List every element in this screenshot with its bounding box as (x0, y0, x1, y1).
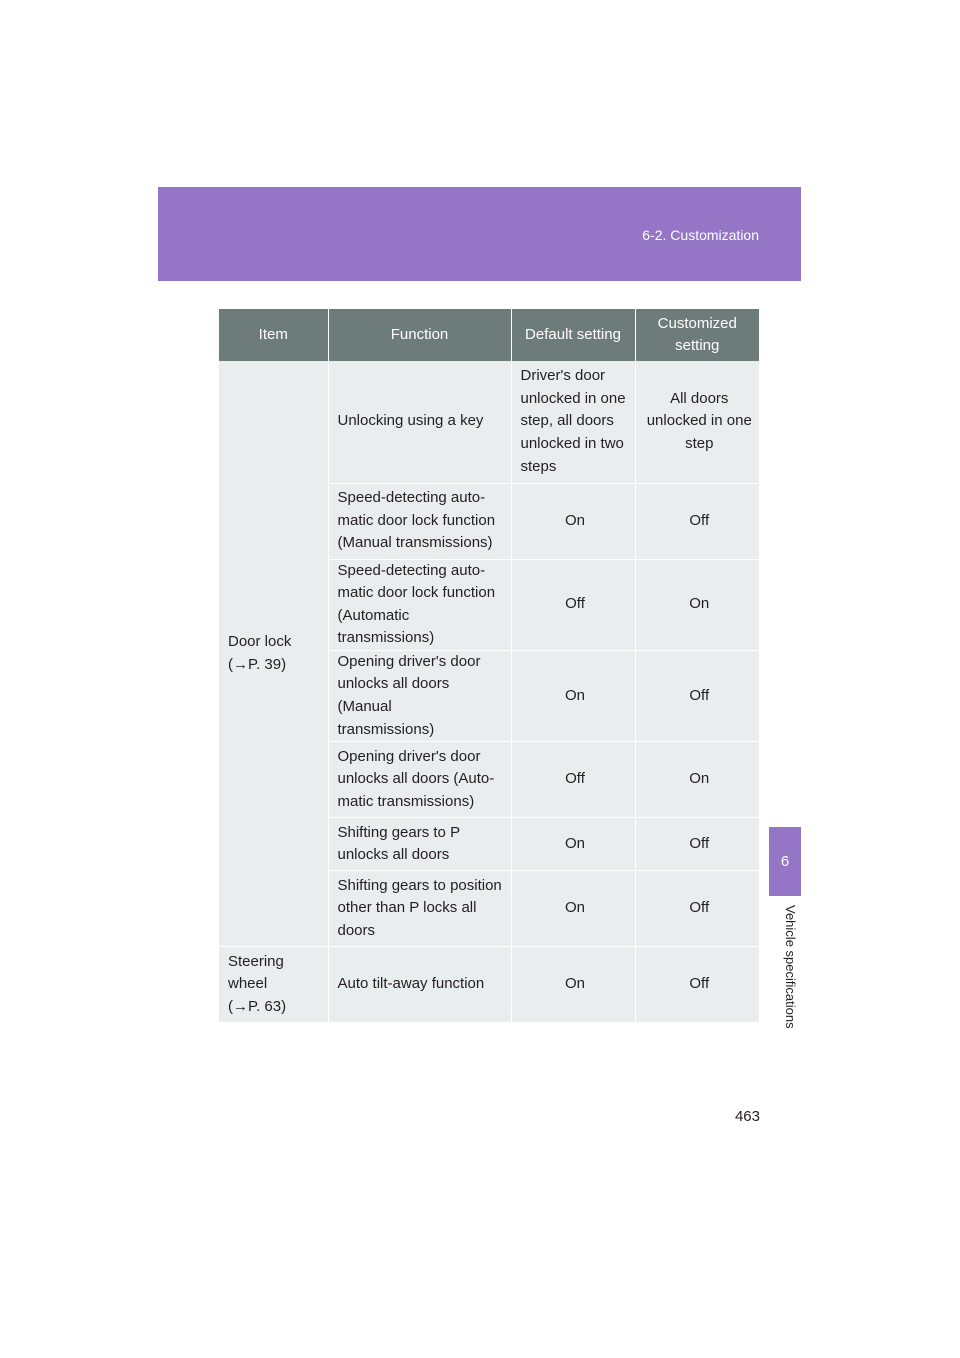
default-cell: Off (511, 742, 635, 818)
customization-table (219, 309, 759, 1023)
item-cell-door-lock: Door lock (→P. 39) (219, 361, 328, 947)
default-cell: On (511, 818, 635, 871)
customized-cell: All doors unlocked in one step (635, 361, 759, 483)
table-header-row (219, 309, 759, 361)
customized-cell: Off (635, 483, 759, 559)
function-cell: Shifting gears to P unlocks all doors (328, 818, 511, 871)
column-header-default: Default setting (511, 309, 635, 361)
customized-cell: On (635, 559, 759, 650)
function-cell: Unlocking using a key (328, 361, 511, 483)
column-header-item: Item (219, 309, 328, 361)
customized-cell: Off (635, 650, 759, 741)
section-title: 6-2. Customization (642, 227, 759, 243)
function-cell: Speed-detecting auto- matic door lock function (Automatic transmissions) (328, 559, 511, 650)
table-row (219, 947, 759, 1023)
chapter-tab-label: Vehicle specifications (783, 905, 798, 1029)
chapter-tab-number: 6 (780, 853, 790, 870)
default-cell: On (511, 650, 635, 741)
customized-cell: On (635, 742, 759, 818)
default-cell: On (511, 947, 635, 1023)
function-cell: Shifting gears to position other than P locks all doors (328, 871, 511, 947)
default-cell: On (511, 483, 635, 559)
default-cell: On (511, 871, 635, 947)
customized-cell: Off (635, 947, 759, 1023)
function-cell: Speed-detecting auto- matic door lock function (Manual transmissions) (328, 483, 511, 559)
table-row (219, 361, 759, 483)
customized-cell: Off (635, 871, 759, 947)
item-cell-steering-wheel: Steering wheel (→P. 63) (219, 947, 328, 1023)
default-cell: Driver's door unlocked in one step, all doors unlocked in two steps (511, 361, 635, 483)
default-cell: Off (511, 559, 635, 650)
header-band (158, 187, 801, 281)
customized-cell: Off (635, 818, 759, 871)
column-header-customized: Customized setting (635, 309, 759, 361)
chapter-tab (769, 827, 801, 896)
function-cell: Opening driver's door unlocks all doors (Auto- matic transmissions) (328, 742, 511, 818)
function-cell: Auto tilt-away function (328, 947, 511, 1023)
column-header-function: Function (328, 309, 511, 361)
function-cell: Opening driver's door unlocks all doors (Manual transmissions) (328, 650, 511, 741)
page-number: 463 (734, 1108, 760, 1125)
